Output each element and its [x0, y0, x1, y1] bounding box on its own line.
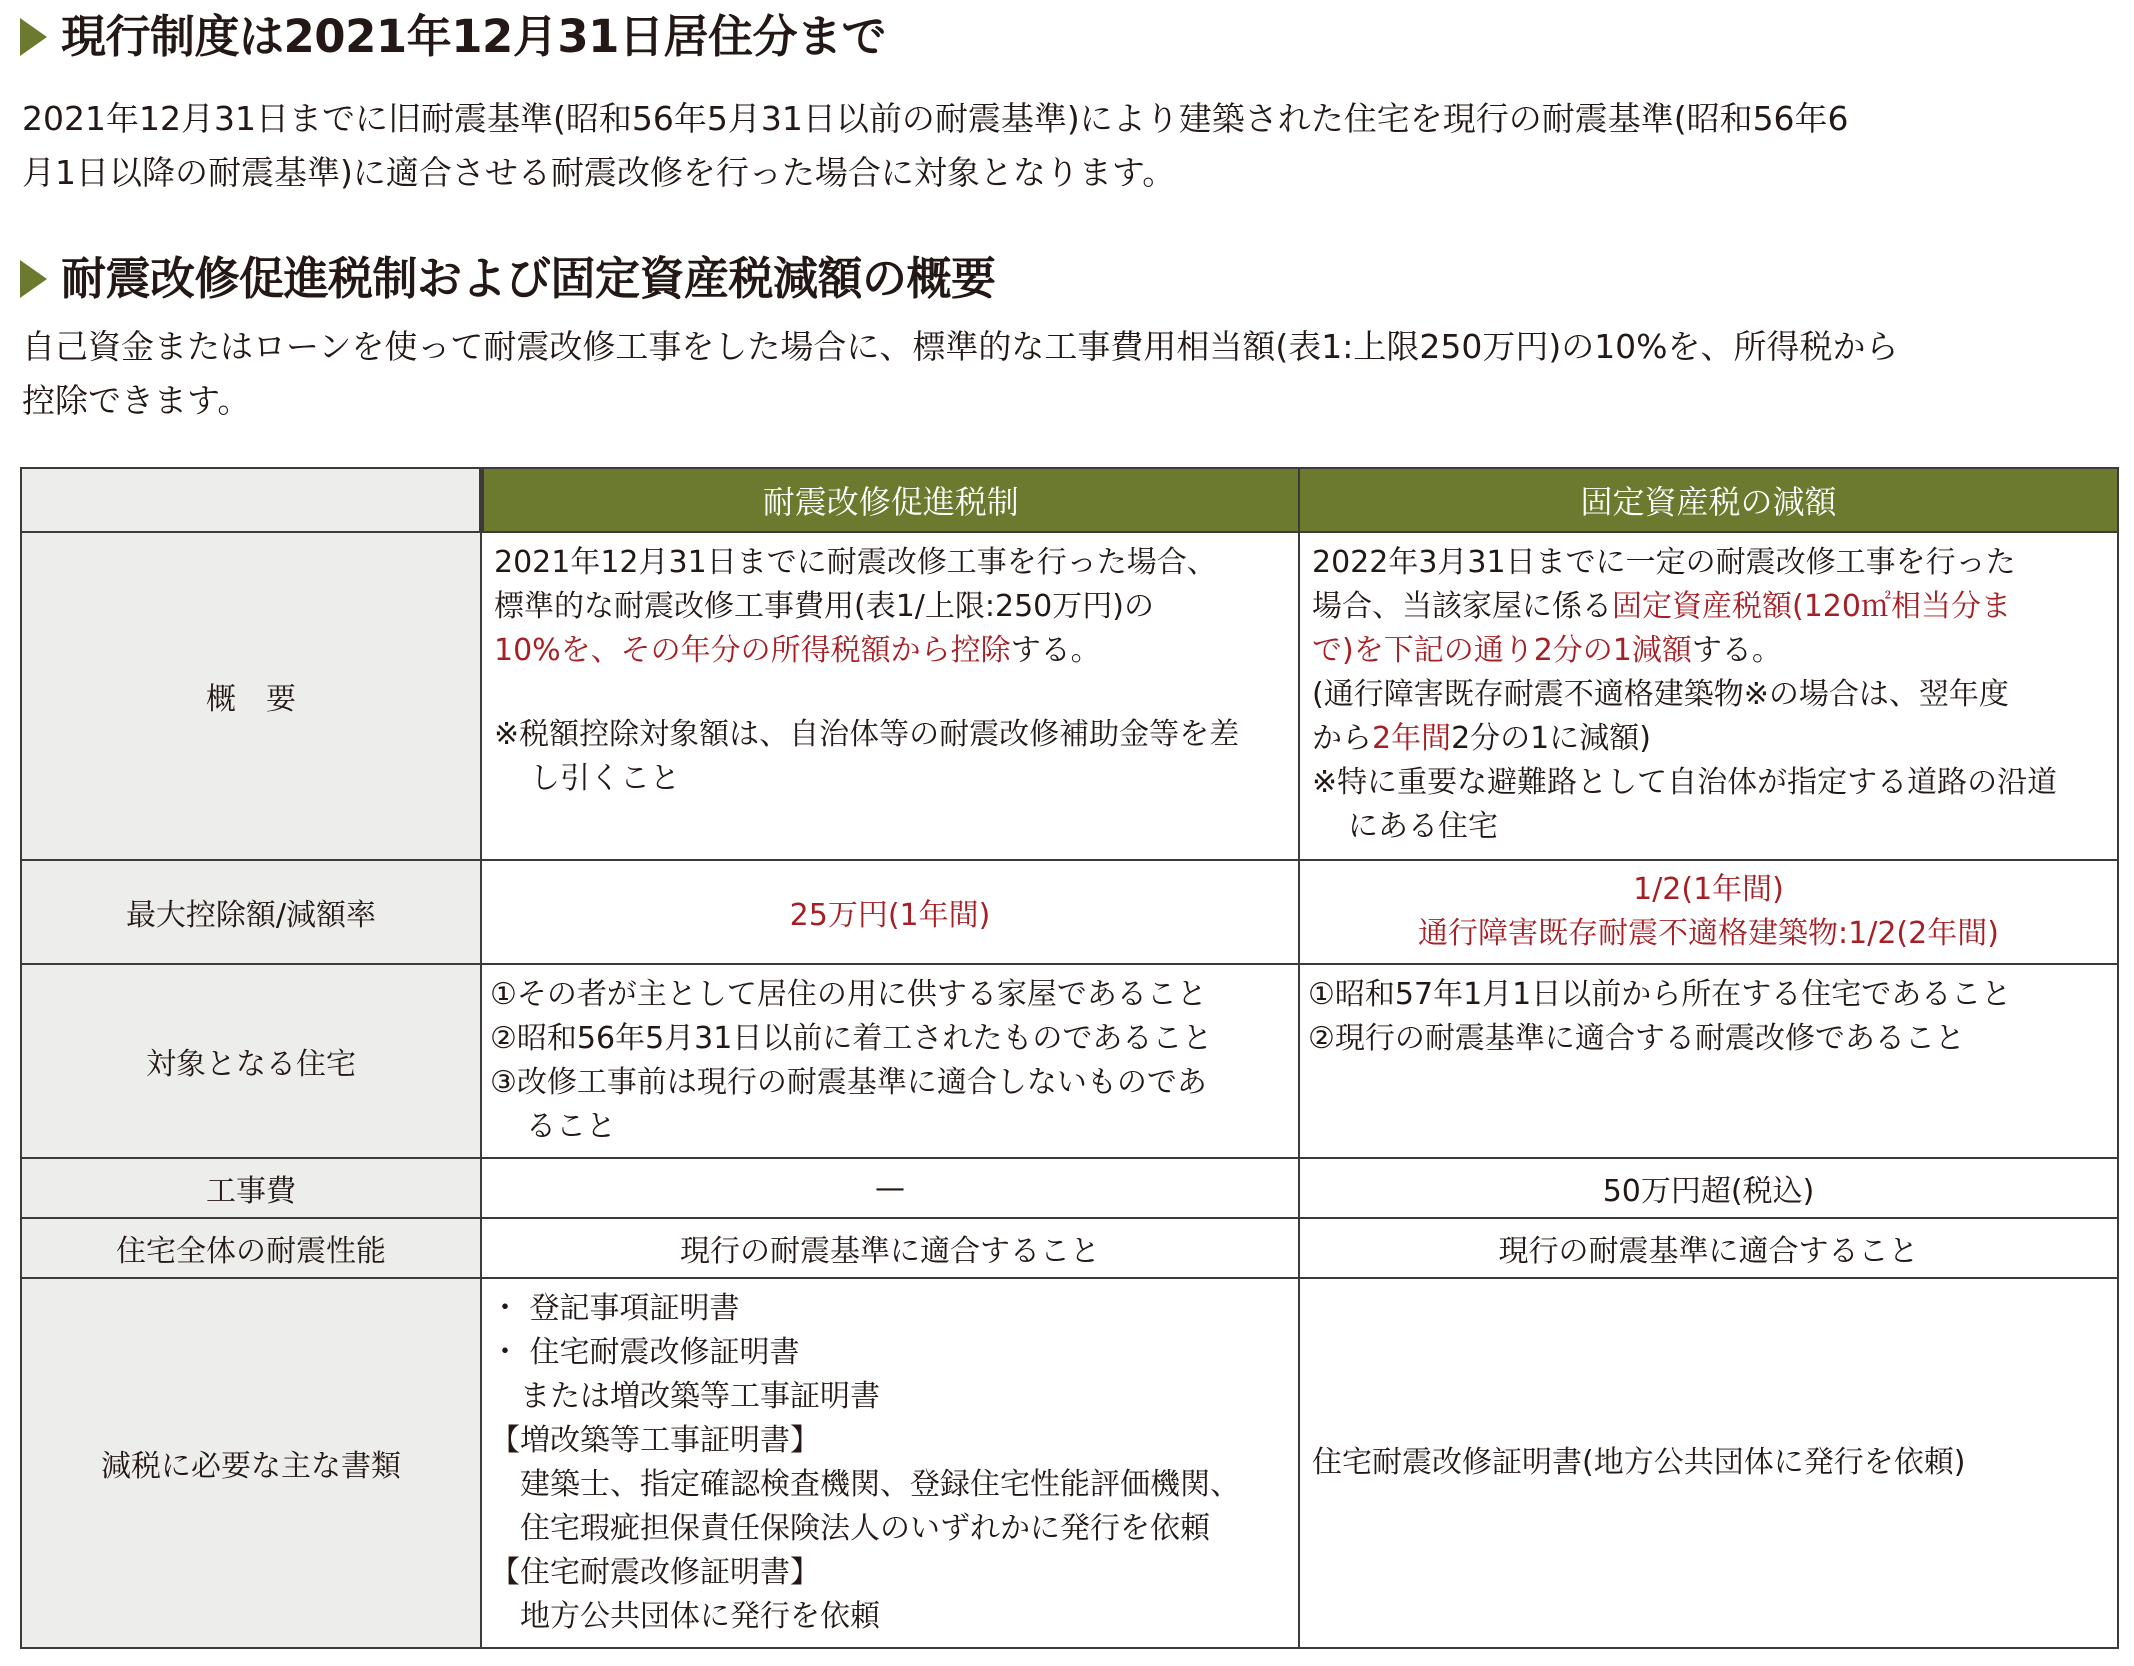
table-row-target: [21, 964, 2118, 1158]
max-col2-line2: 通行障害既存耐震不適格建築物:1/2(2年間): [1418, 916, 1999, 951]
max-property-tax-cell: [1299, 860, 2118, 964]
overview-col1-highlight: 10%を、その年分の所得税額から控除: [494, 633, 1011, 668]
table-row-performance: [21, 1218, 2118, 1278]
section2-body-line1: 自己資金またはローンを使って耐震改修工事をした場合に、標準的な工事費用相当額(表1:上限250万円)の10%を、所得税から: [22, 327, 1899, 366]
section2-body-line2: 控除できます。: [22, 381, 251, 420]
section1-body: [22, 92, 2122, 200]
section2-heading-text: 耐震改修促進税制および固定資産税減額の概要: [61, 252, 996, 305]
documents-tax-system-cell: [481, 1278, 1299, 1648]
document-line: 住宅瑕疵担保責任保険法人のいずれかに発行を依頼: [490, 1511, 1210, 1546]
section1-heading-text: 現行制度は2021年12月31日居住分まで: [61, 10, 886, 63]
table-header-row: [21, 468, 2118, 532]
document-line: 地方公共団体に発行を依頼: [490, 1599, 880, 1634]
overview-col1-note: ※税額控除対象額は、自治体等の耐震改修補助金等を差 し引くこと: [494, 717, 1240, 796]
overview-col1-line2: 標準的な耐震改修工事費用(表1/上限:250万円)の: [494, 589, 1154, 624]
target-tax-system-cell: [481, 964, 1299, 1158]
target-property-tax-cell: [1299, 964, 2118, 1158]
documents-property-tax-cell: [1299, 1278, 2118, 1648]
overview-col1-line3: [494, 629, 1286, 673]
section1-heading: [20, 10, 886, 63]
performance-property-tax-cell: 現行の耐震基準に適合すること: [1299, 1218, 2118, 1278]
section2-heading: [20, 252, 996, 305]
list-item: ③改修工事前は現行の耐震基準に適合しないものであ: [490, 1065, 1207, 1100]
documents-col2-text: 住宅耐震改修証明書(地方公共団体に発行を依頼): [1312, 1445, 1966, 1480]
overview-col2-line3: で)を下記の通り2分の1減額する。: [1312, 633, 1782, 668]
overview-col2-line5: から2年間2分の1に減額): [1312, 721, 1651, 756]
table-row-cost: [21, 1158, 2118, 1218]
overview-col1-line3-end: する。: [1010, 633, 1101, 668]
table-row-documents: [21, 1278, 2118, 1648]
cost-tax-system-cell: —: [481, 1158, 1299, 1218]
row-label-target: 対象となる住宅: [21, 964, 481, 1158]
row-label-overview: 概 要: [21, 532, 481, 860]
overview-property-tax-cell: [1299, 532, 2118, 860]
list-item: ②昭和56年5月31日以前に着工されたものであること: [490, 1021, 1213, 1056]
overview-col2-note: ※特に重要な避難路として自治体が指定する道路の沿道 にある住宅: [1312, 765, 2058, 844]
section1-body-line2: 月1日以降の耐震基準)に適合させる耐震改修を行った場合に対象となります。: [22, 153, 1176, 192]
document-line: または増改築等工事証明書: [490, 1379, 880, 1414]
document-line: ・ 住宅耐震改修証明書: [490, 1335, 800, 1370]
row-label-performance: 住宅全体の耐震性能: [21, 1218, 481, 1278]
list-item-continuation: ること: [526, 1109, 616, 1144]
max-col2-line1: 1/2(1年間): [1633, 872, 1784, 907]
max-tax-system-cell: 25万円(1年間): [481, 860, 1299, 964]
table-row-overview: [21, 532, 2118, 860]
section1-body-line1: 2021年12月31日までに旧耐震基準(昭和56年5月31日以前の耐震基準)により建築された住宅を現行の耐震基準(昭和56年6: [22, 99, 1849, 138]
row-label-max: 最大控除額/減額率: [21, 860, 481, 964]
row-label-documents: 減税に必要な主な書類: [21, 1278, 481, 1648]
document-line: 建築士、指定確認検査機関、登録住宅性能評価機関、: [490, 1467, 1240, 1502]
header-property-tax: 固定資産税の減額: [1299, 468, 2118, 532]
overview-col1-line1: 2021年12月31日までに耐震改修工事を行った場合、: [494, 545, 1217, 580]
triangle-bullet-icon: [20, 260, 47, 298]
overview-tax-system-cell: [481, 532, 1299, 860]
document-line: 【増改築等工事証明書】: [490, 1423, 820, 1458]
document-line: 【住宅耐震改修証明書】: [490, 1555, 820, 1590]
document-line: ・ 登記事項証明書: [490, 1291, 740, 1326]
row-label-cost: 工事費: [21, 1158, 481, 1218]
section2-body: [22, 320, 2122, 428]
performance-tax-system-cell: 現行の耐震基準に適合すること: [481, 1218, 1299, 1278]
list-item: ①その者が主として居住の用に供する家屋であること: [490, 977, 1207, 1012]
overview-col2-line2: 場合、当該家屋に係る固定資産税額(120㎡相当分ま: [1312, 589, 2011, 624]
header-tax-system: 耐震改修促進税制: [481, 468, 1299, 532]
comparison-table: [20, 467, 2119, 1649]
overview-col2-line4: (通行障害既存耐震不適格建築物※の場合は、翌年度: [1312, 677, 2009, 712]
list-item: ②現行の耐震基準に適合する耐震改修であること: [1308, 1021, 1965, 1056]
header-blank-cell: [21, 468, 481, 532]
triangle-bullet-icon: [20, 18, 47, 56]
list-item: ①昭和57年1月1日以前から所在する住宅であること: [1308, 977, 2012, 1012]
table-row-max: [21, 860, 2118, 964]
overview-col2-line1: 2022年3月31日までに一定の耐震改修工事を行った: [1312, 545, 2016, 580]
cost-property-tax-cell: 50万円超(税込): [1299, 1158, 2118, 1218]
